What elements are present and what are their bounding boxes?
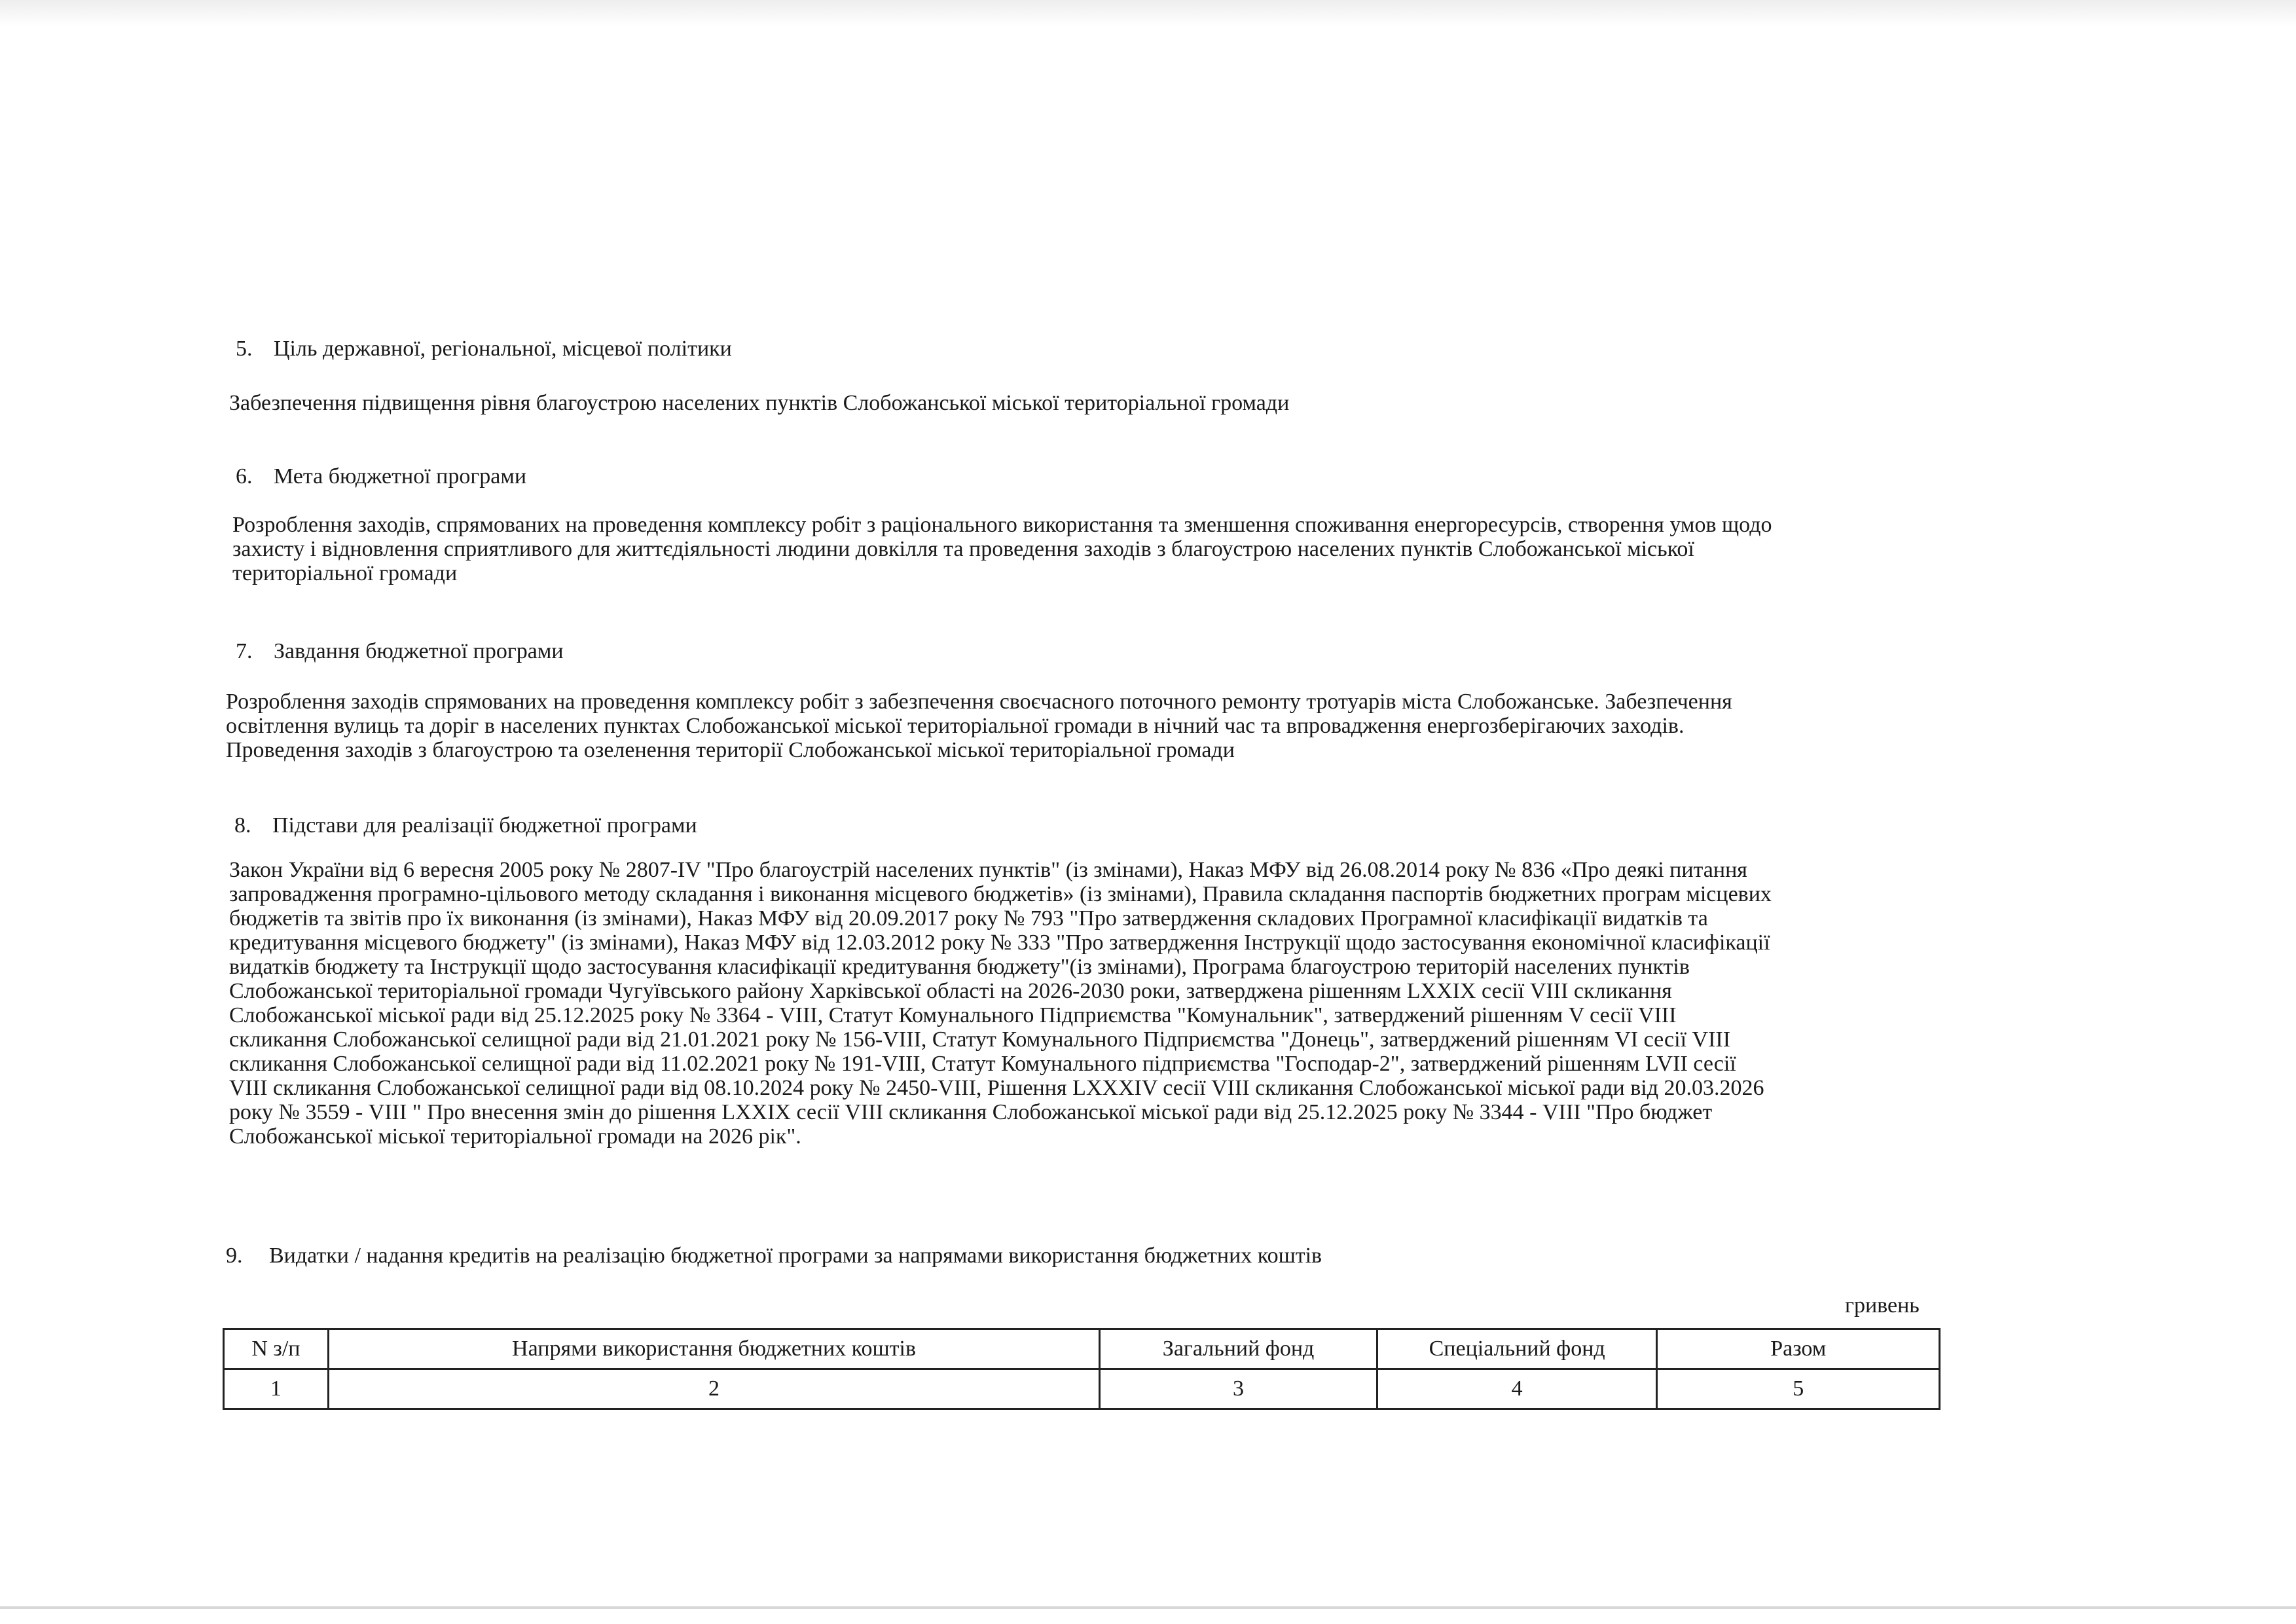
table-header-cell: Напрями використання бюджетних коштів [328,1329,1099,1369]
section-7-number: 7. [236,639,253,663]
section-8-title: Підстави для реалізації бюджетної програми [272,813,697,838]
section-8-text [229,858,1772,1149]
section-8-line: року № 3559 - VIII " Про внесення змін до рішення LXXIX сесії VIII скликання Слобожанської міської ради від 25.12.2025 року № 3344 - VIII "Про бюджет [229,1100,1713,1124]
table-header-cell: Разом [1657,1329,1940,1369]
section-6-text [232,513,1772,585]
section-8-line: кредитування місцевого бюджету" (із змінами), Наказ МФУ від 12.03.2012 року № 333 "Про затвердження Інструкції щодо застосування економічної класифікації [229,931,1770,955]
section-6-line: територіальної громади [232,561,458,585]
section-8-number: 8. [234,813,251,838]
section-6-line: захисту і відновлення сприятливого для життєдіяльності людини довкілля та проведення заходів з благоустрою населених пунктів Слобожанської міської [232,537,1694,561]
section-8-heading [234,813,697,839]
section-6-line: Розроблення заходів, спрямованих на проведення комплексу робіт з раціонального використання та зменшення споживання енергоресурсів, створення умов щодо [232,513,1772,537]
section-7-line: освітлення вулиць та доріг в населених пунктах Слобожанської міської територіальної громади в нічний час та впровадження енергозберігаючих заходів. [226,714,1685,738]
section-8-line: скликання Слобожанської селищної ради від 11.02.2021 року № 191-VIII, Статут Комунального підприємства "Господар-2", затверджений рішенням LVII сесії [229,1052,1736,1076]
section-8-line: запровадження програмно-цільового методу складання і виконання місцевого бюджетів» (із змінами), Правила складання паспортів бюджетних програм місцевих [229,882,1772,906]
section-8-line: бюджетів та звітів про їх виконання (із змінами), Наказ МФУ від 20.09.2017 року № 793 "Про затвердження складових Програмної класифікації видатків та [229,906,1708,931]
table-cell: 2 [328,1369,1099,1409]
table-header-row [224,1329,1940,1369]
currency-unit-label: гривень [1845,1293,1920,1318]
budget-table [223,1328,1941,1410]
section-8-line: видатків бюджету та Інструкції щодо застосування класифікації кредитування бюджету"(із змінами), Програма благоустрою територій населених пунктів [229,955,1690,979]
section-5-number: 5. [236,337,253,361]
section-8-line: VIII скликання Слобожанської селищної ради від 08.10.2024 року № 2450-VIII, Рішення LXXXIV сесії VIII скликання Слобожанської міської ради від 20.03.2026 [229,1076,1764,1100]
section-7-title: Завдання бюджетної програми [274,639,564,663]
table-row [224,1369,1940,1409]
table-cell: 1 [224,1369,329,1409]
section-5-title: Ціль державної, регіональної, місцевої політики [274,337,732,361]
section-9-title: Видатки / надання кредитів на реалізацію бюджетної програми за напрямами використання бюджетних коштів [269,1244,1322,1268]
scan-edge-top [0,0,2296,26]
section-9-number: 9. [226,1244,243,1268]
section-8-line: Слобожанської міської ради від 25.12.2025 року № 3364 - VIII, Статут Комунального Підприємства "Комунальник", затверджений рішенням V сесії VIII [229,1003,1677,1027]
table-cell: 4 [1377,1369,1657,1409]
section-7-line: Проведення заходів з благоустрою та озеленення території Слобожанської міської територіальної громади [226,738,1235,762]
section-8-line: скликання Слобожанської селищної ради від 21.01.2021 року № 156-VIII, Статут Комунального Підприємства "Донець", затверджений рішенням VI сесії VIII [229,1027,1731,1052]
table-cell: 5 [1657,1369,1940,1409]
section-5-heading [236,336,732,362]
section-8-line: Слобожанської міської територіальної громади на 2026 рік". [229,1124,801,1149]
section-5-line: Забезпечення підвищення рівня благоустрою населених пунктів Слобожанської міської територіальної громади [229,391,1290,415]
section-9-heading [226,1243,1322,1269]
table-header-cell: N з/п [224,1329,329,1369]
section-5-text [229,391,1289,415]
section-7-line: Розроблення заходів спрямованих на проведення комплексу робіт з забезпечення своєчасного поточного ремонту тротуарів міста Слобожанське. Забезпечення [226,690,1732,714]
table-cell: 3 [1100,1369,1377,1409]
section-8-line: Слобожанської територіальної громади Чугуївського району Харківської області на 2026-2030 роки, затверджена рішенням LXXIX сесії VIII скликання [229,979,1672,1003]
section-8-line: Закон України від 6 вересня 2005 року № 2807-IV "Про благоустрій населених пунктів" (із змінами), Наказ МФУ від 26.08.2014 року № 836 «Про деякі питання [229,858,1747,882]
section-6-number: 6. [236,464,253,489]
section-7-heading [236,638,564,665]
section-6-title: Мета бюджетної програми [274,464,527,489]
table-header-cell: Загальний фонд [1100,1329,1377,1369]
scan-edge-bottom [0,1606,2296,1609]
section-6-heading [236,464,526,490]
section-7-text [226,690,1732,762]
table-header-cell: Спеціальний фонд [1377,1329,1657,1369]
